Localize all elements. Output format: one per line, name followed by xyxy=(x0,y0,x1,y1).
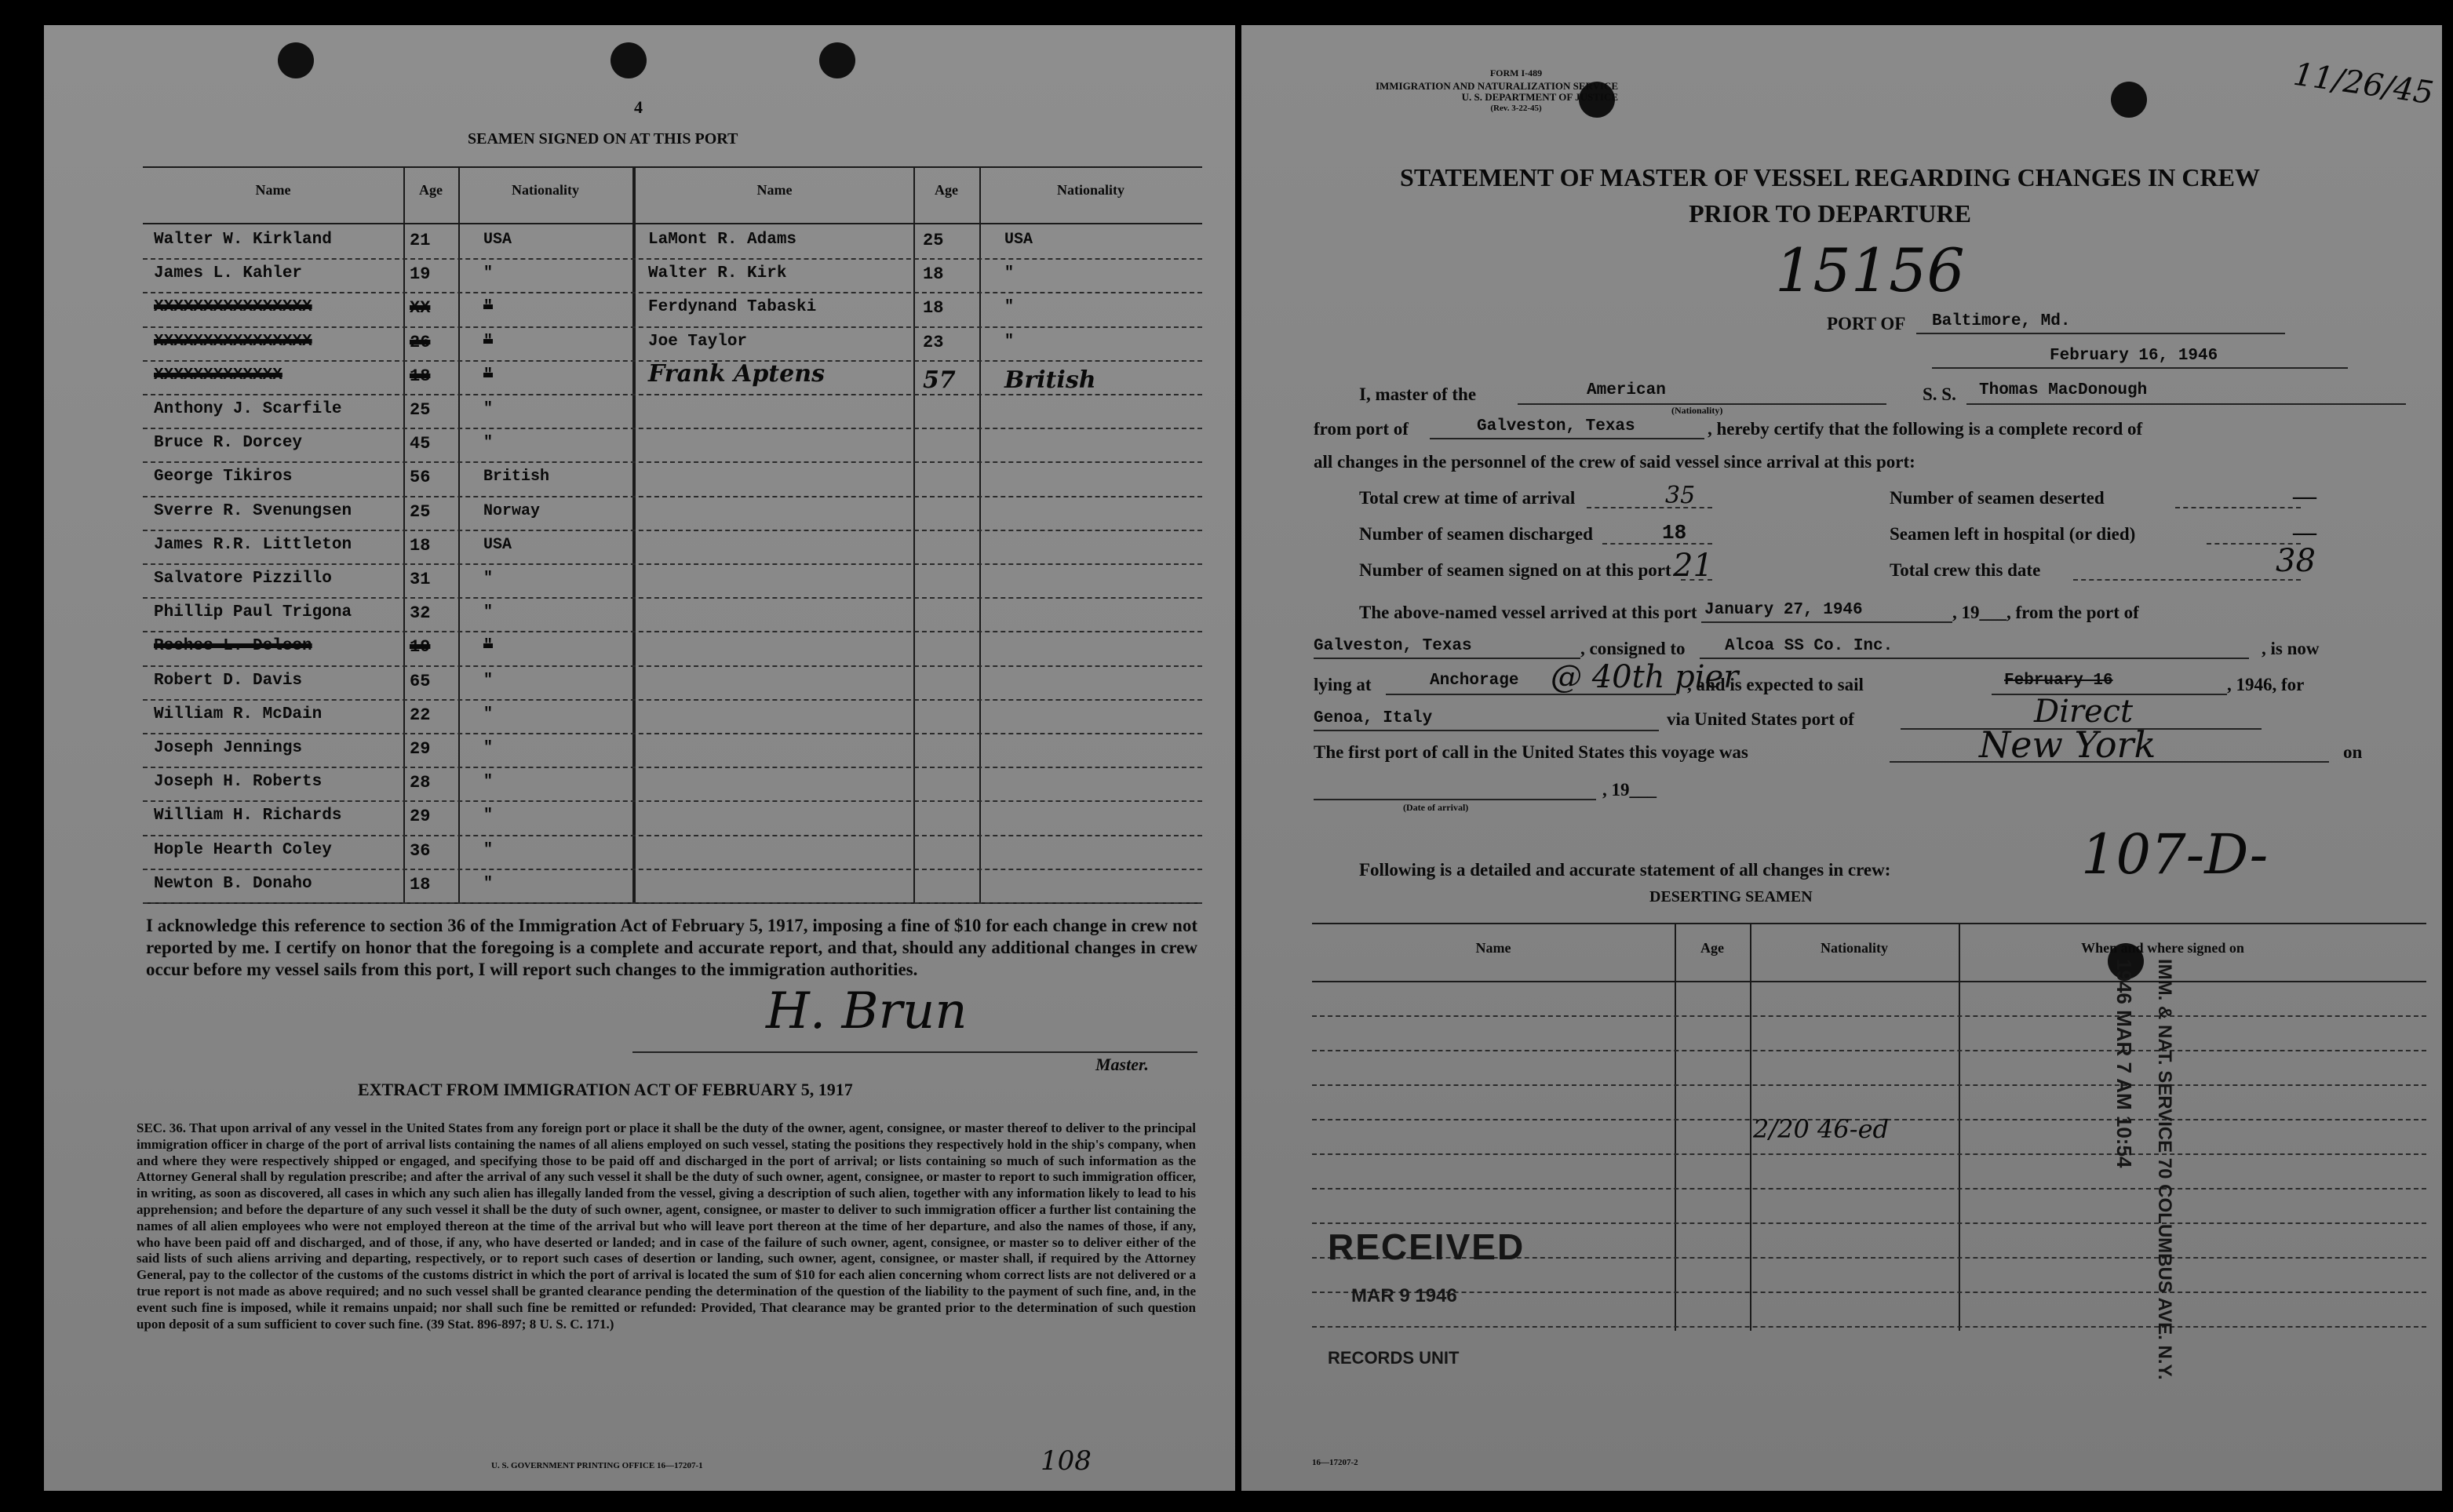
crew-age: 25 xyxy=(923,231,944,250)
right-page xyxy=(1241,25,2442,1491)
discharged-label: Number of seamen discharged xyxy=(1359,524,1593,544)
row-rule xyxy=(1312,1188,2426,1190)
crew-name: XXXXXXXXXXXXXXXX xyxy=(154,332,312,351)
punch-hole xyxy=(2111,82,2147,118)
signed-on-label: Number of seamen signed on at this port xyxy=(1359,560,1671,580)
hospital-label: Seamen left in hospital (or died) xyxy=(1890,524,2136,544)
hospital-value: — xyxy=(2293,519,2316,545)
crew-age: 22 xyxy=(410,705,431,725)
crew-name: Rocheo L. Deleon xyxy=(154,637,312,656)
crew-age: 23 xyxy=(923,332,944,352)
lying-at-handwritten: @ 40th pier xyxy=(1551,659,1739,695)
deserting-seamen-title: DESERTING SEAMEN xyxy=(1649,888,1813,905)
received-date: MAR 9 1946 xyxy=(1351,1285,1457,1306)
expected-text: , and is expected to sail xyxy=(1687,675,1864,694)
handwritten-number: 108 xyxy=(1041,1445,1092,1477)
total-crew-label: Total crew this date xyxy=(1890,560,2041,580)
crew-age: 26 xyxy=(410,332,431,352)
row-rule xyxy=(1312,1326,2426,1328)
crew-nat: " xyxy=(483,874,494,893)
port-label: PORT OF xyxy=(1827,314,1906,333)
col-header-age: Age xyxy=(419,182,443,198)
crew-name: Robert D. Davis xyxy=(154,671,303,690)
crew-age: XX xyxy=(410,298,431,319)
from-port-value: Galveston, Texas xyxy=(1477,417,1635,435)
crew-age: 18 xyxy=(923,298,944,319)
crew-name: LaMont R. Adams xyxy=(648,231,797,249)
crew-name: Joe Taylor xyxy=(648,332,748,351)
crew-name: Frank Aptens xyxy=(648,359,825,388)
crew-name: James R.R. Littleton xyxy=(154,535,352,554)
crew-name: George Tikiros xyxy=(154,468,293,486)
master-signature: H. Brun xyxy=(766,982,968,1040)
crew-age: 19 xyxy=(410,264,431,285)
crew-nat: " xyxy=(1004,332,1015,351)
crew-name: Hople Hearth Coley xyxy=(154,840,332,859)
handwritten-file-number: 15156 xyxy=(1775,235,1965,305)
left-page xyxy=(44,25,1235,1491)
signed-on-value: 21 xyxy=(1673,548,1713,584)
via-port: Direct xyxy=(2034,694,2134,730)
crew-nat: Norway xyxy=(483,501,541,520)
all-changes-text: all changes in the personnel of the crew of said vessel since arrival at this port: xyxy=(1314,452,1915,472)
agency-line-2: U. S. DEPARTMENT OF JUSTICE xyxy=(1461,91,1618,103)
col-header-name: Name xyxy=(255,182,291,198)
handwritten-note: 2/20 46-ed xyxy=(1753,1114,1889,1144)
crew-nat: " xyxy=(483,807,494,825)
row-rule xyxy=(143,699,1202,701)
row-rule xyxy=(143,665,1202,667)
corner-note: 11/26/45 xyxy=(2291,56,2436,112)
des-header-when: When and where signed on xyxy=(2081,940,2244,956)
crew-age: 56 xyxy=(410,468,431,488)
printing-office: U. S. GOVERNMENT PRINTING OFFICE 16—17207-1 xyxy=(491,1461,703,1470)
crew-nat: USA xyxy=(483,535,512,554)
extract-body: SEC. 36. That upon arrival of any vessel in the United States from any foreign port or place it shall be the duty of the owner, agent, consignee, or master thereof to deliver to the principal immigration officer in charge of the port of arrival lists containing the names of all aliens employed on such vessel, stating the positions they respectively hold in the ship's company, when and where they were respectively shipped or engaged, and specifying those to be paid off and discharged in the port of arrival; or lists containing so much of such information as the Attorney General shall by regulation prescribe; and after the arrival of any such vessel it shall be the duty of such owner, agent, consignee, or master to report to such immigration officer, in writing, as soon as discovered, all cases in which any such alien has illegally landed from the vessel, giving a description of such alien, together with any information likely to lead to his apprehension; and before the departure of any such vessel it shall be the duty of such owner, agent, consignee, or master to deliver to such immigration officer a further list containing the names of all alien employees who were not employed thereon at the time of the arrival but who will leave port thereon at the time of her departure, and also the names of those, if any, who have been paid off and discharged, and of those, if any, who have deserted or landed; and in case of the failure of such owner, agent, consignee, or master so to deliver either of the said lists of such aliens arriving and departing, respectively, or to report such cases of desertion or landing, such owner, agent, consignee, or master shall, if required by the Attorney General, pay to the collector of the customs of the customs district in which the port of arrival is located the sum of $10 for each alien concerning whom correct lists are not delivered or a true report is not made as above required; and no such vessel shall be granted clearance pending the determination of the question of the liability to the payment of such fine, and, in the event such fine is imposed, while it remains unpaid; nor shall such fine be remitted or refunded: Provided, That clearance may be granted prior to the determination of such question upon deposit of a sum sufficient to cover such fine. (39 Stat. 896-897; 8 U. S. C. 171.) xyxy=(137,1120,1196,1332)
form-revision: (Rev. 3-22-45) xyxy=(1490,104,1542,113)
row-rule xyxy=(143,835,1202,836)
first-port-value: New York xyxy=(1979,723,2156,766)
crew-name: William R. McDain xyxy=(154,705,323,723)
des-header-name: Name xyxy=(1475,940,1511,956)
row-rule xyxy=(1312,1084,2426,1086)
crew-name: XXXXXXXXXXXXXXXX xyxy=(154,298,312,317)
row-rule xyxy=(143,733,1202,734)
crew-age: 25 xyxy=(410,400,431,420)
received-stamp: RECEIVED xyxy=(1328,1226,1525,1267)
row-rule xyxy=(143,597,1202,599)
ss-label: S. S. xyxy=(1923,384,1956,404)
crew-nat: British xyxy=(1004,366,1096,394)
row-rule xyxy=(143,530,1202,531)
crew-name: Joseph Jennings xyxy=(154,739,303,757)
lying-at-value: Anchorage xyxy=(1430,672,1519,690)
following-text: Following is a detailed and accurate statement of all changes in crew: xyxy=(1359,860,1891,880)
row-rule xyxy=(143,258,1202,260)
crew-nat: " xyxy=(483,264,494,283)
nationality-caption: (Nationality) xyxy=(1671,405,1723,416)
arrived-date: January 27, 1946 xyxy=(1704,601,1863,619)
crew-age: 57 xyxy=(923,366,956,394)
form-id: FORM I-489 xyxy=(1489,67,1543,78)
crew-nat: " xyxy=(483,434,494,453)
crew-nat: " xyxy=(483,332,494,351)
row-rule xyxy=(143,563,1202,565)
row-rule xyxy=(143,800,1202,802)
crew-nat: British xyxy=(483,468,550,486)
row-rule xyxy=(143,394,1202,395)
punch-hole xyxy=(278,42,314,78)
section-title: SEAMEN SIGNED ON AT THIS PORT xyxy=(468,130,738,148)
des-header-age: Age xyxy=(1700,940,1724,956)
crew-age: 31 xyxy=(410,570,431,589)
crew-name: Walter R. Kirk xyxy=(648,264,787,283)
row-rule xyxy=(1312,1015,2426,1017)
printing-office: 16—17207-2 xyxy=(1312,1458,1358,1467)
row-rule xyxy=(1312,1222,2426,1224)
crew-nat: USA xyxy=(483,231,512,249)
crew-nat: " xyxy=(483,773,494,792)
crew-age: 45 xyxy=(410,434,431,454)
deserted-value: — xyxy=(2293,483,2316,509)
crew-name: Phillip Paul Trigona xyxy=(154,603,352,622)
crew-name: Ferdynand Tabaski xyxy=(648,298,817,317)
sail-year-text: , 1946, for xyxy=(2227,675,2305,694)
col-header-age: Age xyxy=(935,182,958,198)
records-unit: RECORDS UNIT xyxy=(1328,1348,1460,1368)
crew-name: XXXXXXXXXXXXX xyxy=(154,366,282,384)
row-rule xyxy=(1312,1292,2426,1293)
nationality-value: American xyxy=(1587,381,1666,399)
crew-name: Joseph H. Roberts xyxy=(154,773,323,792)
master-intro: I, master of the xyxy=(1359,384,1477,404)
crew-age: 18 xyxy=(410,535,431,556)
page-number: 4 xyxy=(634,97,643,117)
arrived-from: Galveston, Texas xyxy=(1314,637,1472,655)
row-rule xyxy=(1312,1153,2426,1155)
handwritten-code: 107-D- xyxy=(2081,822,2269,887)
crew-age: 36 xyxy=(410,840,431,861)
total-crew-arrival-value: 35 xyxy=(1665,482,1696,509)
vessel-name: Thomas MacDonough xyxy=(1979,381,2148,399)
col-header-name: Name xyxy=(756,182,793,198)
crew-nat: " xyxy=(1004,298,1015,317)
punch-hole xyxy=(611,42,647,78)
crew-age: 65 xyxy=(410,671,431,691)
from-port-label: from port of xyxy=(1314,419,1409,439)
row-rule xyxy=(143,496,1202,497)
crew-age: 29 xyxy=(410,807,431,827)
total-crew-arrival-label: Total crew at time of arrival xyxy=(1359,488,1576,508)
certification-text: I acknowledge this reference to section 36 of the Immigration Act of February 5, 1917, imposing a fine of $10 for each change in crew not reported by me. I certify on honor that the foregoing is a complete and accurate report, and that, should any additional changes in crew occur before my vessel sails from this port, I will report such changes to the immigration authorities. xyxy=(146,916,1197,979)
via-text: via United States port of xyxy=(1667,709,1854,729)
crew-name: William H. Richards xyxy=(154,807,342,825)
crew-nat: " xyxy=(483,840,494,859)
lying-at-text: lying at xyxy=(1314,675,1372,694)
total-crew-value: 38 xyxy=(2276,543,2316,579)
crew-nat: USA xyxy=(1004,231,1033,249)
consigned-text: , consigned to xyxy=(1580,639,1686,658)
crew-name: Walter W. Kirkland xyxy=(154,231,332,249)
col-header-nationality: Nationality xyxy=(511,182,579,198)
crew-age: 21 xyxy=(410,231,431,250)
punch-hole xyxy=(819,42,855,78)
crew-nat: " xyxy=(483,603,494,622)
crew-name: Sverre R. Svenungsen xyxy=(154,501,352,520)
crew-age: 28 xyxy=(410,773,431,793)
from-the-port-text: , 19___, from the port of xyxy=(1952,603,2139,622)
row-rule xyxy=(1312,1050,2426,1051)
row-rule xyxy=(143,631,1202,632)
sail-date: February 16 xyxy=(2004,672,2113,690)
extract-title: EXTRACT FROM IMMIGRATION ACT OF FEBRUARY 5, 1917 xyxy=(358,1080,853,1099)
form-title-line-1: STATEMENT OF MASTER OF VESSEL REGARDING CHANGES IN CREW xyxy=(1400,163,2260,191)
crew-nat: " xyxy=(483,671,494,690)
crew-age: 18 xyxy=(923,264,944,285)
crew-name: Salvatore Pizzillo xyxy=(154,570,332,588)
crew-nat: " xyxy=(483,366,494,384)
crew-name: Bruce R. Dorcey xyxy=(154,434,303,453)
crew-name: James L. Kahler xyxy=(154,264,303,283)
row-rule xyxy=(143,869,1202,870)
arrived-text: The above-named vessel arrived at this port xyxy=(1359,603,1697,622)
crew-age: 25 xyxy=(410,501,431,522)
vertical-office-stamp: IMM. & NAT. SERVICE 70 COLUMBUS AVE. N.Y. xyxy=(2154,959,2175,1380)
row-rule xyxy=(143,902,1202,904)
crew-nat: " xyxy=(483,637,494,656)
crew-nat: " xyxy=(483,739,494,757)
row-rule xyxy=(143,461,1202,463)
vertical-date-stamp: 1946 MAR 7 AM 10:54 xyxy=(2112,959,2136,1168)
crew-age: 32 xyxy=(410,603,431,624)
form-title-line-2: PRIOR TO DEPARTURE xyxy=(1689,199,1971,228)
row-rule xyxy=(143,428,1202,429)
crew-nat: " xyxy=(483,298,494,317)
crew-nat: " xyxy=(483,705,494,723)
des-header-nationality: Nationality xyxy=(1820,940,1888,956)
discharged-value: 18 xyxy=(1662,521,1687,545)
row-rule xyxy=(143,326,1202,328)
crew-name: Anthony J. Scarfile xyxy=(154,400,342,418)
crew-name: Newton B. Donaho xyxy=(154,874,312,893)
port-value: Baltimore, Md. xyxy=(1932,312,2071,330)
crew-nat: " xyxy=(483,400,494,418)
certify-text: , hereby certify that the following is a complete record of xyxy=(1708,419,2143,439)
crew-nat: " xyxy=(1004,264,1015,283)
agency-line-1: IMMIGRATION AND NATURALIZATION SERVICE xyxy=(1375,80,1618,92)
row-rule xyxy=(143,292,1202,293)
col-header-nationality: Nationality xyxy=(1056,182,1124,198)
first-date-suffix: , 19___ xyxy=(1602,780,1657,800)
first-port-text: The first port of call in the United States this voyage was xyxy=(1314,742,1748,762)
consignee: Alcoa SS Co. Inc. xyxy=(1725,637,1894,655)
crew-nat: " xyxy=(483,570,494,588)
is-now-text: , is now xyxy=(2262,639,2320,658)
destination: Genoa, Italy xyxy=(1314,709,1433,727)
on-text: on xyxy=(2343,742,2363,762)
date-of-arrival-caption: (Date of arrival) xyxy=(1403,802,1469,813)
deserted-label: Number of seamen deserted xyxy=(1890,488,2105,508)
crew-age: 29 xyxy=(410,739,431,759)
crew-age: 19 xyxy=(410,637,431,658)
row-rule xyxy=(143,767,1202,768)
crew-age: 18 xyxy=(410,874,431,894)
crew-age: 18 xyxy=(410,366,431,386)
date-value: February 16, 1946 xyxy=(2050,347,2218,365)
master-label: Master. xyxy=(1095,1055,1149,1074)
